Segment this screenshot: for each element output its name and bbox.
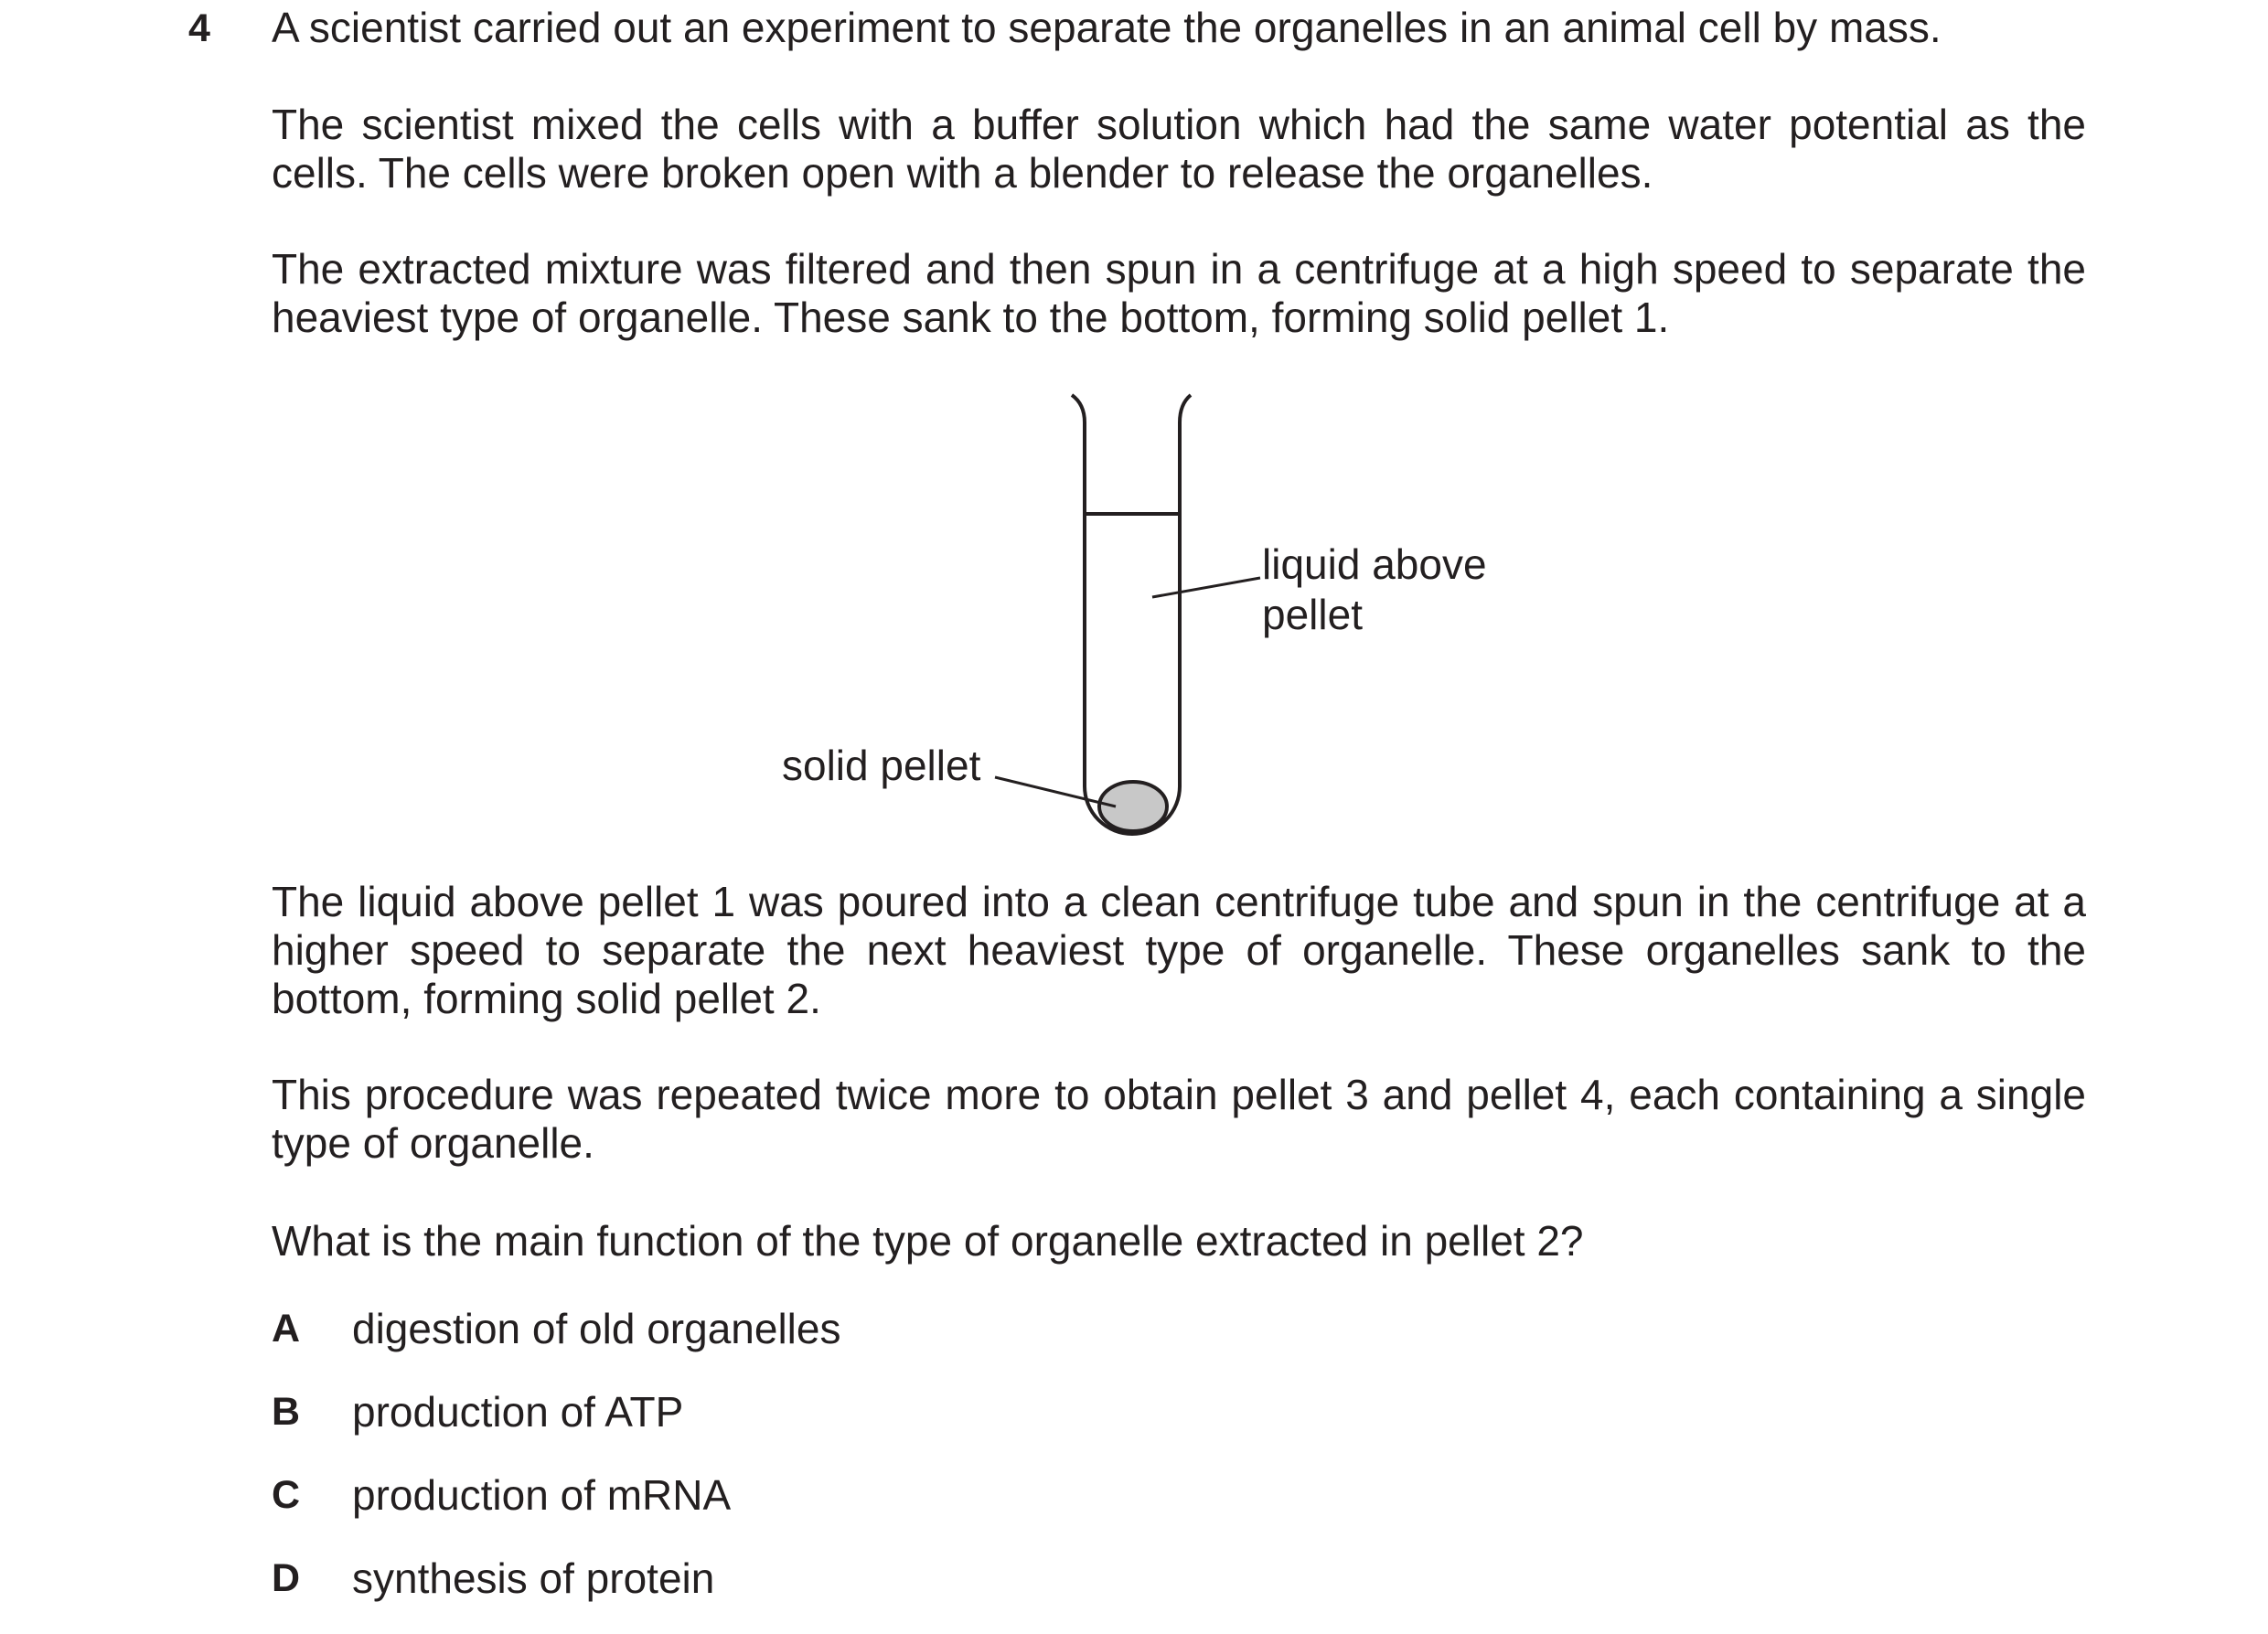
buffer-paragraph: The scientist mixed the cells with a buffer solution which had the same water potential as the cells. The cells were broken open with a blender to release the organelles. — [272, 101, 2086, 197]
liquid-paragraph: The liquid above pellet 1 was poured into a clean centrifuge tube and spun in the centrifuge at a higher speed to separate the next heaviest type of organelle. These organelles sank to the bottom, forming solid pellet 2. — [272, 878, 2086, 1022]
tube-outline — [1072, 395, 1191, 834]
repeat-paragraph: This procedure was repeated twice more to obtain pellet 3 and pellet 4, each containing a single type of organelle. — [272, 1071, 2086, 1167]
pellet-leader-line — [995, 777, 1116, 806]
centrifuge-tube-diagram — [768, 384, 1518, 841]
option-d[interactable] — [272, 1551, 840, 1634]
option-text: production of ATP — [352, 1388, 684, 1436]
option-a[interactable] — [272, 1301, 840, 1384]
centrifuge-paragraph: The extracted mixture was filtered and then spun in a centrifuge at a high speed to separate the heaviest type of organelle. These sank to the bottom, forming solid pellet 1. — [272, 245, 2086, 341]
option-text: synthesis of protein — [352, 1554, 715, 1602]
option-letter: A — [272, 1307, 301, 1351]
option-text: production of mRNA — [352, 1471, 732, 1519]
option-b[interactable] — [272, 1384, 840, 1468]
answer-options — [272, 1301, 840, 1634]
label-solid-pellet: solid pellet — [782, 742, 981, 789]
option-letter: C — [272, 1473, 301, 1517]
option-text: digestion of old organelles — [352, 1305, 841, 1352]
label-liquid-above-pellet: liquid above pellet — [1262, 540, 1487, 638]
option-letter: B — [272, 1390, 301, 1434]
solid-pellet — [1099, 782, 1167, 831]
option-c[interactable] — [272, 1468, 840, 1551]
liquid-leader-line — [1152, 578, 1260, 597]
question-number: 4 — [188, 6, 210, 50]
question-prompt: What is the main function of the type of organelle extracted in pellet 2? — [272, 1217, 1584, 1265]
intro-paragraph: A scientist carried out an experiment to separate the organelles in an animal cell by mass. — [272, 4, 1942, 51]
option-letter: D — [272, 1556, 301, 1600]
